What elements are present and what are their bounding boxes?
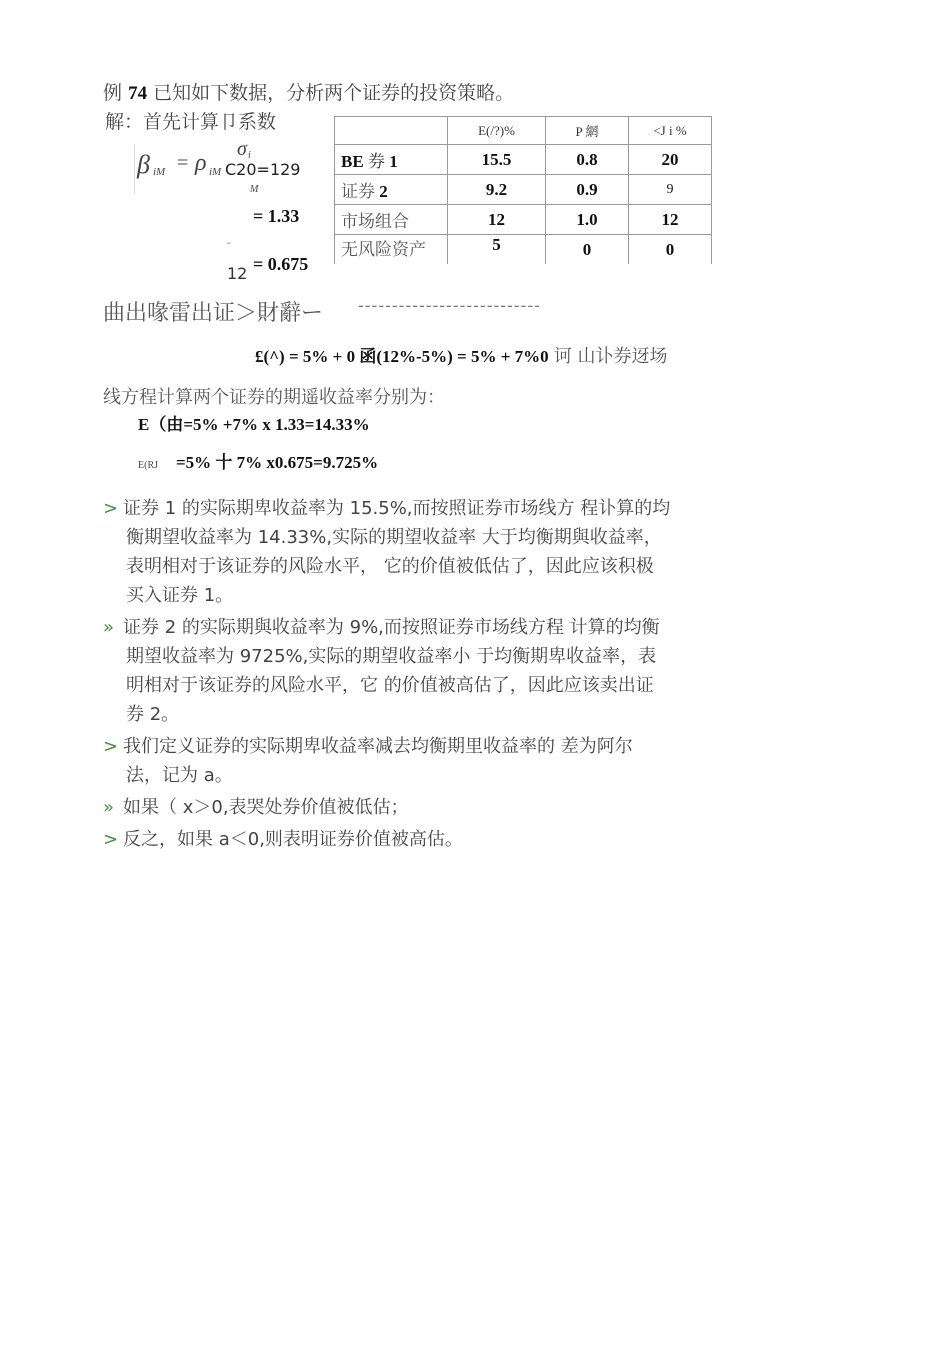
bullet-line: 期望收益率为 9725%,实际的期望收益率小 于均衡期卑收益率，表: [126, 646, 657, 667]
bullet-line: [103, 825, 670, 854]
calc1-value: 5% +7% x 1.33=14.33%: [193, 415, 370, 434]
table-header-cell: [335, 117, 448, 145]
small-dash: –: [226, 236, 232, 249]
bullet-line: 法，记为 a。: [126, 765, 233, 786]
row-label: 无风险资产: [335, 235, 448, 265]
calc2-value: =5% 十 7% x0.675=9.725%: [176, 453, 379, 472]
row-label-number: 1: [389, 152, 398, 171]
bullet-text: 如果（ x＞0,表哭处券价值被低估；: [123, 797, 409, 818]
bullet-mark: >: [103, 736, 119, 757]
dash-line: ---------------------------: [358, 296, 541, 315]
calc-intro: 线方程计算两个证券的期遥收益率分别为：: [103, 387, 445, 408]
bullet-line: [103, 732, 670, 761]
row-label-cn: 证券: [341, 182, 375, 201]
table-row: [335, 175, 712, 205]
bullet-item: [103, 732, 670, 790]
beta-symbol: β: [137, 150, 150, 179]
row-label: 市场组合: [335, 205, 448, 235]
bullet-line: 券 2。: [126, 704, 180, 725]
example-prefix: 例: [103, 82, 123, 104]
bullet-mark: >: [103, 829, 119, 850]
table-header-cell: E(/?)%: [448, 117, 546, 145]
calc-line-2: [138, 448, 378, 473]
table-row: [335, 145, 712, 175]
beta-cell: 0.8: [546, 145, 629, 175]
garbled-heading: 曲出喙雷出证＞財辭ー: [103, 301, 324, 326]
bullet-text: 证券 1 的实际期卑收益率为 15.5%,而按照证券市场线方 程讣算的均: [123, 498, 671, 519]
bullet-line: [103, 613, 670, 642]
row-label: [335, 145, 448, 175]
calc2-prefix: E(RJ: [138, 460, 158, 471]
sigma-numerator-sub: i: [248, 150, 251, 161]
beta1-value: = 1.33: [253, 206, 300, 226]
sigma-cell: 9: [629, 175, 712, 205]
bullet-mark: »: [103, 617, 115, 638]
bullet-item: [103, 613, 670, 729]
bullet-line: [103, 793, 670, 822]
bullet-line: 明相对于该证券的风险水平，它 的价值被高估了，因此应该卖出证: [126, 675, 654, 696]
table-row: [335, 205, 712, 235]
sigma-numerator: σ: [237, 138, 247, 160]
bullet-mark: >: [103, 498, 119, 519]
beta-cell: 1.0: [546, 205, 629, 235]
c20-label: C20=129: [225, 160, 301, 179]
sml-equation: £(^) = 5% + 0 函(12%-5%) = 5% + 7%0: [255, 347, 549, 366]
bullet-text: 我们定义证券的实际期卑收益率减去均衡期里收益率的 差为阿尔: [123, 736, 633, 757]
beta-cell: 0: [546, 235, 629, 265]
securities-table: [334, 116, 712, 264]
equals-sign: =: [177, 152, 189, 174]
bullet-line: 表明相对于该证券的风险水平， 它的价值被低估了，因此应该积极: [126, 556, 654, 577]
solution-line: 解：首先计算卩系数: [105, 111, 277, 133]
row-label-cn: 券: [367, 152, 385, 171]
beta2-value: = 0.675: [253, 254, 309, 274]
expected-return-cell: 5: [448, 235, 546, 265]
bullet-item: [103, 494, 670, 610]
sml-tail: 诃 山讣券迓场: [553, 346, 668, 367]
expected-return-cell: 12: [448, 205, 546, 235]
table-header-row: [335, 117, 712, 145]
denominator-12: 12: [227, 264, 248, 283]
beta-subscript: iM: [153, 166, 166, 178]
sigma-cell: 0: [629, 235, 712, 265]
expected-return-cell: 15.5: [448, 145, 546, 175]
bullet-item: [103, 825, 670, 854]
table-header-cell: <J i %: [629, 117, 712, 145]
bullet-text: 证券 2 的实际期與收益率为 9%,而按照证券市场线方程 计算的均衡: [123, 617, 660, 638]
sigma-cell: 12: [629, 205, 712, 235]
sml-equation-line: [255, 342, 668, 368]
table-row: [335, 235, 712, 265]
bullet-line: 买入证券 1。: [126, 585, 234, 606]
row-label: [335, 175, 448, 205]
calc1-prefix: E（由=: [138, 415, 194, 434]
example-number: 74: [128, 83, 148, 104]
sigma-denominator-sub: M: [250, 184, 259, 195]
example-text: 已知如下数据，分析两个证券的投资策略。: [153, 82, 515, 104]
row-label-code: BE: [341, 152, 364, 171]
rho-symbol: ρ: [195, 150, 207, 176]
bullet-line: [103, 494, 670, 523]
example-heading: [103, 78, 514, 105]
sigma-cell: 20: [629, 145, 712, 175]
bullet-text: 反之，如果 a＜0,则表明证券价值被高估。: [123, 829, 463, 850]
bullet-item: [103, 793, 670, 822]
calc-line-1: [138, 410, 370, 435]
bullet-mark: »: [103, 797, 115, 818]
table-header-cell: P 網: [546, 117, 629, 145]
beta-cell: 0.9: [546, 175, 629, 205]
row-label-number: 2: [379, 182, 388, 201]
expected-return-cell: 9.2: [448, 175, 546, 205]
bullet-line: 衡期望收益率为 14.33%,实际的期望收益率 大于均衡期與收益率，: [126, 527, 662, 548]
rho-subscript: iM: [209, 166, 222, 178]
bullet-block: [103, 494, 670, 854]
